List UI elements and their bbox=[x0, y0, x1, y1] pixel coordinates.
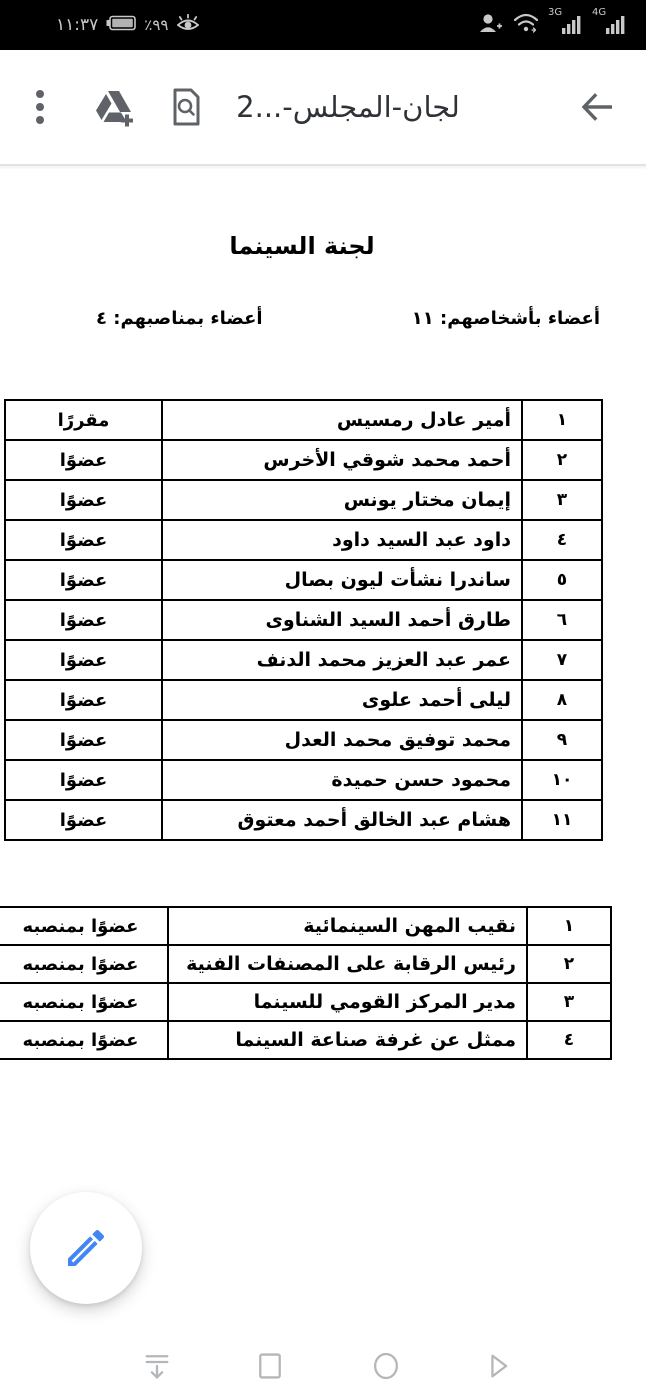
row-name: أحمد محمد شوقي الأخرس bbox=[162, 440, 522, 480]
wifi-icon bbox=[512, 11, 542, 39]
row-role: عضوًا bbox=[5, 440, 162, 480]
row-number: ٤ bbox=[527, 1021, 611, 1059]
row-name: داود عبد السيد داود bbox=[162, 520, 522, 560]
network-type-sim1: 3G bbox=[548, 7, 563, 18]
row-number: ٢ bbox=[522, 440, 602, 480]
back-triangle-icon bbox=[481, 1350, 513, 1382]
table-row bbox=[5, 640, 602, 680]
row-name: محمد توفيق محمد العدل bbox=[162, 720, 522, 760]
row-number: ١١ bbox=[522, 800, 602, 840]
row-role: عضوًا bbox=[5, 640, 162, 680]
table-row bbox=[0, 945, 611, 983]
members-count-header: أعضاء بأشخاصهم: ١١ bbox=[411, 308, 600, 329]
table-row bbox=[5, 480, 602, 520]
recents-square-icon bbox=[254, 1350, 286, 1382]
document-title-toolbar: لجان-المجلس-...2 bbox=[236, 90, 460, 124]
navigation-bar bbox=[0, 1336, 646, 1400]
profile-add-icon bbox=[478, 11, 504, 39]
row-name: عمر عبد العزيز محمد الدنف bbox=[162, 640, 522, 680]
row-name: ممثل عن غرفة صناعة السينما bbox=[168, 1021, 527, 1059]
row-number: ٣ bbox=[522, 480, 602, 520]
row-number: ٩ bbox=[522, 720, 602, 760]
row-name: طارق أحمد السيد الشناوى bbox=[162, 600, 522, 640]
document-page bbox=[0, 170, 646, 1336]
back-arrow-icon bbox=[576, 88, 618, 126]
battery-percent: ٪٩٩ bbox=[144, 16, 169, 34]
row-role: عضوًا بمنصبه bbox=[0, 945, 168, 983]
table-row bbox=[0, 1021, 611, 1059]
overflow-menu-icon bbox=[20, 85, 60, 129]
row-role: عضوًا bbox=[5, 680, 162, 720]
add-to-drive-icon bbox=[91, 85, 137, 129]
row-number: ١ bbox=[522, 400, 602, 440]
signal-sim1-icon bbox=[548, 7, 586, 40]
network-type-sim2: 4G bbox=[592, 7, 607, 18]
back-button[interactable] bbox=[573, 83, 621, 131]
row-number: ٥ bbox=[522, 560, 602, 600]
row-name: ساندرا نشأت ليون بصال bbox=[162, 560, 522, 600]
row-role: عضوًا bbox=[5, 480, 162, 520]
hide-navbar-icon bbox=[141, 1350, 173, 1382]
table-row bbox=[5, 800, 602, 840]
back-nav-button[interactable] bbox=[473, 1342, 521, 1390]
row-role: عضوًا بمنصبه bbox=[0, 983, 168, 1021]
row-role: مقررًا bbox=[5, 400, 162, 440]
edit-pencil-icon bbox=[62, 1224, 110, 1272]
table-row bbox=[5, 560, 602, 600]
positions-table bbox=[0, 906, 612, 1060]
table-row bbox=[5, 600, 602, 640]
status-left-group bbox=[56, 12, 200, 38]
row-role: عضوًا بمنصبه bbox=[0, 1021, 168, 1059]
table-row bbox=[5, 400, 602, 440]
row-role: عضوًا bbox=[5, 720, 162, 760]
row-name: إيمان مختار يونس bbox=[162, 480, 522, 520]
row-role: عضوًا بمنصبه bbox=[0, 907, 168, 945]
row-name: محمود حسن حميدة bbox=[162, 760, 522, 800]
positions-count-header: أعضاء بمناصبهم: ٤ bbox=[96, 308, 263, 329]
table-row bbox=[5, 720, 602, 760]
add-to-drive-button[interactable] bbox=[90, 83, 138, 131]
row-number: ١٠ bbox=[522, 760, 602, 800]
row-number: ٣ bbox=[527, 983, 611, 1021]
status-right-group bbox=[478, 7, 630, 40]
hide-navbar-button[interactable] bbox=[133, 1342, 181, 1390]
row-role: عضوًا bbox=[5, 760, 162, 800]
row-name: مدير المركز القومي للسينما bbox=[168, 983, 527, 1021]
row-role: عضوًا bbox=[5, 560, 162, 600]
table-row bbox=[5, 520, 602, 560]
home-circle-icon bbox=[370, 1350, 402, 1382]
eye-comfort-icon bbox=[176, 12, 200, 38]
home-button[interactable] bbox=[362, 1342, 410, 1390]
row-number: ٤ bbox=[522, 520, 602, 560]
table-row bbox=[5, 760, 602, 800]
members-table bbox=[4, 399, 603, 841]
row-name: نقيب المهن السينمائية bbox=[168, 907, 527, 945]
clock: ١١:٣٧ bbox=[56, 15, 99, 35]
status-bar bbox=[0, 0, 646, 50]
row-number: ٦ bbox=[522, 600, 602, 640]
signal-sim2-icon bbox=[592, 7, 630, 40]
table-row bbox=[0, 983, 611, 1021]
row-name: أمير عادل رمسيس bbox=[162, 400, 522, 440]
row-role: عضوًا bbox=[5, 520, 162, 560]
recents-button[interactable] bbox=[246, 1342, 294, 1390]
battery-icon bbox=[106, 15, 136, 35]
table-row bbox=[5, 680, 602, 720]
row-number: ٧ bbox=[522, 640, 602, 680]
row-name: رئيس الرقابة على المصنفات الفنية bbox=[168, 945, 527, 983]
row-name: ليلى أحمد علوى bbox=[162, 680, 522, 720]
row-name: هشام عبد الخالق أحمد معتوق bbox=[162, 800, 522, 840]
committee-title: لجنة السينما bbox=[229, 232, 375, 260]
row-number: ١ bbox=[527, 907, 611, 945]
overflow-menu-button[interactable] bbox=[16, 83, 64, 131]
app-toolbar bbox=[0, 50, 646, 164]
row-number: ٢ bbox=[527, 945, 611, 983]
edit-fab[interactable] bbox=[30, 1192, 142, 1304]
row-role: عضوًا bbox=[5, 600, 162, 640]
table-row bbox=[5, 440, 602, 480]
row-number: ٨ bbox=[522, 680, 602, 720]
row-role: عضوًا bbox=[5, 800, 162, 840]
table-row bbox=[0, 907, 611, 945]
